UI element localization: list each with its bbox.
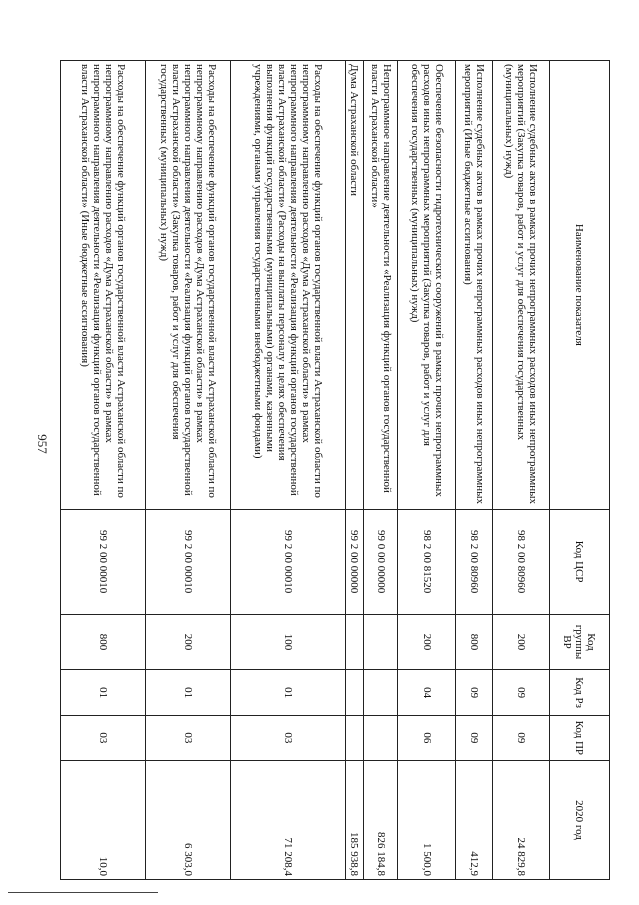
header-vr: Код группы ВР — [550, 614, 610, 670]
row-pr: 03 — [230, 715, 345, 760]
row-vr — [364, 614, 398, 670]
row-rz: 01 — [61, 670, 146, 715]
table-row — [230, 61, 345, 880]
header-rz: Код Рз — [550, 670, 610, 715]
table-row — [364, 61, 398, 880]
budget-table — [60, 60, 610, 880]
row-rz: 09 — [492, 670, 549, 715]
header-csr: Код ЦСР — [550, 509, 610, 614]
row-pr — [364, 715, 398, 760]
row-csr: 98 2 00 80960 — [455, 509, 492, 614]
row-pr: 09 — [455, 715, 492, 760]
row-pr: 03 — [146, 715, 231, 760]
page-number: 957 — [34, 434, 50, 454]
row-amount: 71 208,4 — [230, 760, 345, 879]
row-amount: 1 500,0 — [398, 760, 455, 879]
row-name: Расходы на обеспечение функций органов государственной власти Астраханской области по непрограммному направлению расходов «Дума Астраханской области» в рамках непрограммного направления деятельности «Реализация функций органов государственной власти Астраханской области» (Расходы на выплаты персоналу в целях обеспечения выполнения функций государственными (муниципальными) органами, казенными учреждениями, органами управления государственными внебюджетными фондами) — [230, 61, 345, 510]
row-csr: 99 2 00 00010 — [61, 509, 146, 614]
row-vr: 800 — [61, 614, 146, 670]
row-vr — [345, 614, 363, 670]
row-name: Исполнение судебных актов в рамках прочих непрограммных расходов иных непрограммных мероприятий (Закупка товаров, работ и услуг для обеспечения государственных (муниципальных) нужд) — [492, 61, 549, 510]
footer-rule — [8, 892, 158, 893]
rotated-page — [60, 60, 610, 880]
table-row — [398, 61, 455, 880]
table-row — [455, 61, 492, 880]
table-row — [146, 61, 231, 880]
row-name: Расходы на обеспечение функций органов государственной власти Астраханской области по непрограммному направлению расходов «Дума Астраханской области» в рамках непрограммного направления деятельности «Реализация функций органов государственной власти Астраханской области» (Закупка товаров, работ и услуг для обеспечения государственных (муниципальных) нужд) — [146, 61, 231, 510]
row-vr: 200 — [492, 614, 549, 670]
row-rz: 04 — [398, 670, 455, 715]
row-rz: 01 — [230, 670, 345, 715]
row-amount: 10,0 — [61, 760, 146, 879]
row-csr: 99 2 00 00000 — [345, 509, 363, 614]
row-amount: 24 829,8 — [492, 760, 549, 879]
row-pr: 06 — [398, 715, 455, 760]
row-csr: 99 2 00 00010 — [146, 509, 231, 614]
row-vr: 800 — [455, 614, 492, 670]
row-rz — [364, 670, 398, 715]
header-row — [550, 61, 610, 880]
table-row — [61, 61, 146, 880]
row-amount: 185 938,8 — [345, 760, 363, 879]
row-name: Исполнение судебных актов в рамках прочих непрограммных расходов иных непрограммных мероприятий (Иные бюджетные ассигнования) — [455, 61, 492, 510]
row-vr: 200 — [146, 614, 231, 670]
row-vr: 100 — [230, 614, 345, 670]
row-name: Расходы на обеспечение функций органов государственной власти Астраханской области по непрограммному направлению расходов «Дума Астраханской области» в рамках непрограммного направления деятельности «Реализация функций органов государственной власти Астраханской области» (Иные бюджетные ассигнования) — [61, 61, 146, 510]
row-amount: 412,9 — [455, 760, 492, 879]
row-csr: 98 2 00 81520 — [398, 509, 455, 614]
row-rz — [345, 670, 363, 715]
row-rz: 01 — [146, 670, 231, 715]
row-name: Непрограммное направление деятельности «Реализация функций органов государственной власти Астраханской области» — [364, 61, 398, 510]
row-amount: 826 184,8 — [364, 760, 398, 879]
row-amount: 6 303,0 — [146, 760, 231, 879]
row-rz: 09 — [455, 670, 492, 715]
header-name: Наименование показателя — [550, 61, 610, 510]
row-pr: 09 — [492, 715, 549, 760]
table-row — [492, 61, 549, 880]
header-year: 2020 год — [550, 760, 610, 879]
header-pr: Код ПР — [550, 715, 610, 760]
row-pr — [345, 715, 363, 760]
row-csr: 98 2 00 80960 — [492, 509, 549, 614]
row-csr: 99 0 00 00000 — [364, 509, 398, 614]
row-name: Дума Астраханской области — [345, 61, 363, 510]
row-vr: 200 — [398, 614, 455, 670]
table-container — [60, 60, 610, 880]
row-name: Обеспечение безопасности гидротехнических сооружений в рамках прочих непрограммных расходов иных непрограммных мероприятий (Закупка товаров, работ и услуг для обеспечения государственных (муниципальных) нужд) — [398, 61, 455, 510]
row-csr: 99 2 00 00010 — [230, 509, 345, 614]
row-pr: 03 — [61, 715, 146, 760]
table-row — [345, 61, 363, 880]
